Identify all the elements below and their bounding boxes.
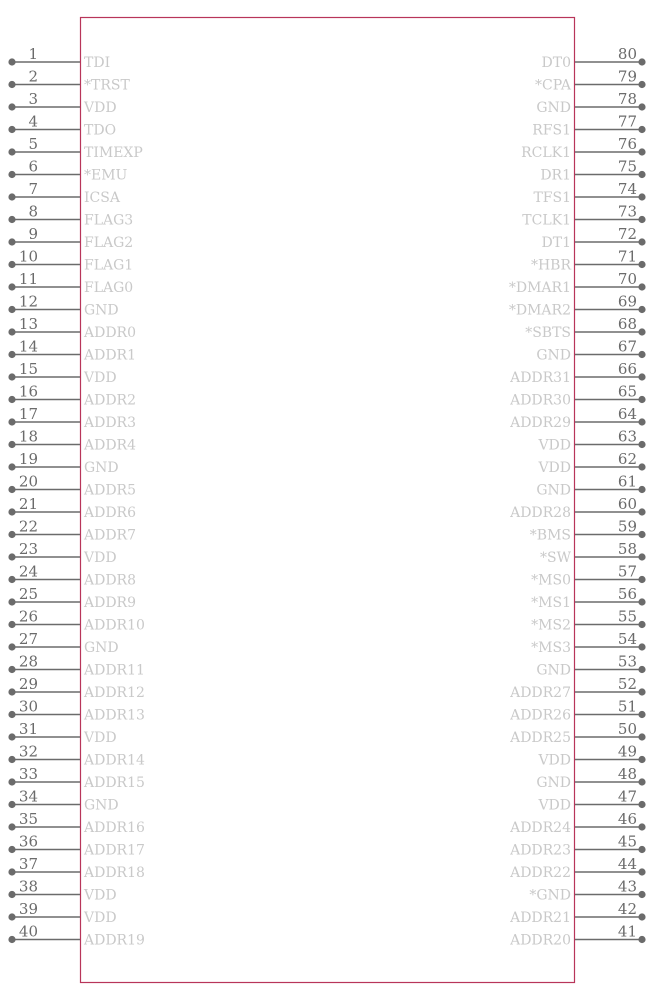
pin-end-dot — [638, 463, 645, 470]
pin-name: *MS1 — [531, 595, 571, 611]
pin-end-dot — [638, 373, 645, 380]
pin-7 — [8, 180, 120, 206]
pin-number: 76 — [617, 135, 637, 153]
pin-name: GND — [536, 482, 571, 499]
pin-number: 73 — [617, 202, 637, 221]
pin-name: *DMAR2 — [508, 302, 571, 319]
pin-number: 2 — [28, 67, 38, 86]
pin-name: ADDR23 — [510, 842, 571, 859]
pin-number: 32 — [18, 742, 38, 761]
pin-name: *BMS — [529, 527, 571, 544]
pin-name: FLAG3 — [84, 212, 134, 229]
pin-name: ADDR17 — [84, 842, 145, 859]
pin-1 — [8, 45, 110, 71]
pin-number: 26 — [18, 607, 38, 626]
pin-name: ADDR8 — [84, 572, 137, 589]
pin-number: 67 — [617, 337, 637, 356]
pin-end-dot — [638, 868, 645, 875]
pin-end-dot — [638, 643, 645, 650]
pin-number: 14 — [18, 337, 38, 356]
pin-name: VDD — [538, 797, 571, 814]
pin-end-dot — [638, 81, 645, 88]
pin-end-dot — [638, 486, 645, 493]
pin-end-dot — [638, 666, 645, 673]
pin-number: 53 — [617, 652, 637, 671]
pin-name: ADDR10 — [84, 617, 145, 634]
pin-name: GND — [84, 460, 119, 476]
pin-number: 10 — [18, 247, 38, 266]
pin-end-dot — [638, 823, 645, 830]
pin-end-dot — [638, 306, 645, 313]
pin-end-dot — [8, 576, 15, 583]
pin-end-dot — [8, 216, 15, 223]
pin-number: 4 — [28, 112, 38, 131]
pin-end-dot — [638, 418, 645, 425]
pin-number: 80 — [617, 45, 637, 63]
pin-end-dot — [8, 486, 15, 493]
pin-number: 72 — [617, 225, 637, 243]
pin-number: 6 — [28, 157, 38, 176]
pin-name: GND — [84, 640, 119, 656]
pin-number: 29 — [18, 675, 38, 693]
pin-number: 34 — [18, 787, 38, 806]
pin-name: ADDR1 — [84, 347, 137, 364]
pin-end-dot — [8, 621, 15, 628]
pin-name: *DMAR1 — [508, 280, 571, 296]
pin-8 — [8, 203, 133, 229]
pin-name: VDD — [84, 370, 117, 386]
pin-name: VDD — [538, 460, 571, 476]
pin-number: 45 — [617, 832, 637, 851]
pin-name: ADDR12 — [84, 685, 145, 701]
pin-name: *MS3 — [531, 640, 571, 656]
pin-end-dot — [8, 463, 15, 470]
pin-name: DT0 — [541, 55, 571, 71]
pin-name: GND — [536, 347, 571, 364]
pin-end-dot — [8, 171, 15, 178]
pin-end-dot — [8, 531, 15, 538]
pin-end-dot — [638, 598, 645, 605]
pin-number: 55 — [617, 607, 637, 626]
pin-name: ADDR31 — [510, 370, 571, 386]
pin-end-dot — [8, 103, 15, 110]
pin-name: ADDR21 — [510, 910, 571, 926]
pin-number: 37 — [18, 855, 38, 873]
pin-end-dot — [638, 553, 645, 560]
pin-name: ADDR22 — [510, 865, 571, 881]
pin-number: 35 — [18, 810, 38, 828]
pin-number: 54 — [617, 630, 637, 648]
pin-number: 66 — [617, 360, 637, 378]
pin-number: 52 — [617, 675, 637, 693]
pin-name: ADDR7 — [84, 527, 137, 544]
pin-number: 1 — [28, 45, 38, 63]
pin-end-dot — [8, 711, 15, 718]
pin-name: ADDR2 — [84, 392, 137, 409]
pin-end-dot — [8, 868, 15, 875]
pin-3 — [8, 90, 116, 116]
pin-end-dot — [8, 238, 15, 245]
pin-end-dot — [8, 126, 15, 133]
pin-6 — [8, 158, 127, 184]
pin-name: GND — [536, 100, 571, 116]
pin-name: *SBTS — [525, 325, 571, 341]
pin-end-dot — [638, 891, 645, 898]
pin-name: *TRST — [84, 77, 130, 94]
pin-number: 13 — [18, 315, 38, 333]
pin-end-dot — [638, 328, 645, 335]
pin-number: 71 — [617, 247, 637, 266]
pin-number: 39 — [18, 900, 38, 918]
pin-name: ADDR30 — [510, 392, 571, 409]
pin-number: 46 — [617, 810, 637, 828]
pin-end-dot — [8, 891, 15, 898]
pin-name: ADDR11 — [84, 662, 145, 679]
pin-end-dot — [8, 396, 15, 403]
pin-number: 41 — [617, 922, 637, 941]
pin-number: 70 — [617, 270, 637, 288]
pin-number: 61 — [617, 472, 637, 491]
left-pin-column — [8, 45, 145, 949]
pin-name: ADDR5 — [84, 482, 137, 499]
pin-number: 43 — [617, 877, 637, 896]
pin-name: *MS2 — [531, 617, 571, 634]
pin-number: 60 — [617, 495, 637, 513]
pin-end-dot — [8, 801, 15, 808]
pin-number: 16 — [18, 382, 38, 401]
pin-end-dot — [638, 126, 645, 133]
pin-name: ADDR27 — [510, 685, 571, 701]
pin-number: 8 — [28, 202, 38, 221]
pin-number: 21 — [18, 495, 38, 513]
pin-number: 33 — [18, 765, 38, 783]
pin-number: 36 — [18, 832, 38, 851]
pin-end-dot — [638, 148, 645, 155]
pin-end-dot — [8, 441, 15, 448]
pin-number: 30 — [18, 697, 38, 716]
pin-end-dot — [8, 846, 15, 853]
pin-number: 25 — [18, 585, 38, 603]
pin-end-dot — [8, 306, 15, 313]
pin-end-dot — [638, 261, 645, 268]
pin-end-dot — [638, 846, 645, 853]
pin-name: ADDR14 — [84, 752, 145, 769]
pin-end-dot — [8, 328, 15, 335]
pin-name: *EMU — [84, 167, 128, 184]
pin-end-dot — [8, 666, 15, 673]
pin-name: ADDR29 — [510, 415, 571, 431]
pin-name: ADDR24 — [510, 820, 571, 836]
pin-name: VDD — [84, 550, 117, 566]
pin-number: 44 — [617, 855, 637, 873]
pin-2 — [8, 68, 130, 94]
pin-end-dot — [8, 81, 15, 88]
pin-name: *SW — [540, 550, 571, 566]
pin-number: 79 — [617, 67, 637, 86]
pin-end-dot — [638, 238, 645, 245]
pin-name: FLAG1 — [84, 257, 134, 274]
pin-end-dot — [638, 193, 645, 200]
pin-name: ICSA — [84, 190, 120, 206]
pin-number: 58 — [617, 540, 637, 558]
pin-number: 22 — [18, 517, 38, 536]
pin-name: VDD — [84, 100, 117, 116]
pin-end-dot — [638, 216, 645, 223]
pin-name: *CPA — [535, 77, 571, 94]
pin-end-dot — [8, 373, 15, 380]
pin-end-dot — [8, 193, 15, 200]
pin-end-dot — [8, 261, 15, 268]
pin-end-dot — [8, 148, 15, 155]
pin-4 — [8, 113, 116, 139]
pin-number: 57 — [617, 562, 637, 581]
pin-number: 78 — [617, 90, 637, 108]
pin-name: ADDR3 — [84, 415, 137, 431]
pin-end-dot — [638, 103, 645, 110]
pin-end-dot — [638, 688, 645, 695]
pin-number: 12 — [18, 292, 38, 311]
pin-number: 38 — [18, 877, 38, 896]
pin-end-dot — [638, 936, 645, 943]
pin-end-dot — [8, 351, 15, 358]
pin-end-dot — [8, 283, 15, 290]
pin-number: 69 — [617, 292, 637, 311]
pin-end-dot — [638, 351, 645, 358]
pin-number: 49 — [617, 742, 637, 761]
pin-end-dot — [638, 756, 645, 763]
pin-name: *MS0 — [531, 572, 571, 589]
pin-number: 63 — [617, 427, 637, 446]
pin-name: TCLK1 — [522, 212, 571, 229]
pin-name: ADDR19 — [84, 932, 145, 949]
pin-number: 47 — [617, 787, 637, 806]
pin-name: ADDR13 — [84, 707, 145, 724]
pin-number: 56 — [617, 585, 637, 603]
pin-name: DT1 — [541, 235, 571, 251]
pin-end-dot — [638, 733, 645, 740]
pin-end-dot — [638, 531, 645, 538]
pin-number: 3 — [28, 90, 38, 108]
pin-name: GND — [84, 797, 119, 814]
pin-end-dot — [8, 913, 15, 920]
pin-number: 65 — [617, 382, 637, 401]
pin-number: 40 — [18, 922, 38, 941]
pin-name: FLAG2 — [84, 235, 134, 251]
pin-name: VDD — [538, 437, 571, 454]
pin-name: GND — [536, 662, 571, 679]
pin-number: 31 — [18, 720, 38, 738]
pin-number: 27 — [18, 630, 38, 648]
pin-name: ADDR26 — [510, 707, 571, 724]
pin-number: 42 — [617, 900, 637, 918]
pin-name: VDD — [84, 910, 117, 926]
pin-number: 18 — [18, 427, 38, 446]
pin-name: ADDR16 — [84, 820, 145, 836]
pin-number: 62 — [617, 450, 637, 468]
pin-end-dot — [638, 508, 645, 515]
pin-end-dot — [638, 283, 645, 290]
pin-number: 24 — [18, 562, 38, 581]
pin-end-dot — [8, 508, 15, 515]
pin-number: 75 — [617, 157, 637, 176]
pin-40 — [8, 923, 145, 949]
pin-end-dot — [8, 936, 15, 943]
pin-name: GND — [536, 775, 571, 791]
pin-end-dot — [638, 171, 645, 178]
pin-name: *GND — [529, 887, 571, 904]
pin-end-dot — [638, 801, 645, 808]
pin-number: 9 — [28, 225, 38, 243]
pin-number: 68 — [617, 315, 637, 333]
pin-name: GND — [84, 302, 119, 319]
pin-name: FLAG0 — [84, 280, 134, 296]
pin-end-dot — [8, 733, 15, 740]
pin-number: 59 — [617, 517, 637, 536]
pin-name: ADDR20 — [510, 932, 571, 949]
pin-name: ADDR18 — [84, 865, 145, 881]
pin-end-dot — [638, 711, 645, 718]
right-pin-column — [509, 45, 646, 949]
pin-number: 23 — [18, 540, 38, 558]
pin-number: 19 — [18, 450, 38, 468]
pin-end-dot — [8, 553, 15, 560]
pin-number: 28 — [18, 652, 38, 671]
pin-name: DR1 — [540, 167, 571, 184]
pin-name: VDD — [84, 730, 117, 746]
pin-number: 11 — [18, 270, 38, 288]
pin-name: ADDR9 — [84, 595, 137, 611]
pin-end-dot — [638, 58, 645, 65]
pin-end-dot — [8, 598, 15, 605]
pin-end-dot — [638, 621, 645, 628]
pin-name: RFS1 — [532, 122, 571, 139]
pin-number: 50 — [617, 720, 637, 738]
pin-name: RCLK1 — [521, 145, 571, 161]
pin-end-dot — [638, 396, 645, 403]
pin-name: ADDR4 — [84, 437, 137, 454]
pin-number: 5 — [28, 135, 38, 153]
pin-end-dot — [638, 778, 645, 785]
pin-number: 20 — [18, 472, 38, 491]
pin-end-dot — [638, 441, 645, 448]
pin-number: 48 — [617, 765, 637, 783]
pin-name: ADDR0 — [84, 325, 137, 341]
pin-number: 17 — [18, 405, 38, 423]
pin-41 — [509, 923, 646, 949]
pin-number: 7 — [28, 180, 38, 198]
pin-end-dot — [8, 823, 15, 830]
pin-number: 51 — [617, 697, 637, 716]
pin-name: VDD — [84, 887, 117, 904]
pin-name: ADDR28 — [510, 505, 571, 521]
pin-name: TFS1 — [533, 190, 571, 206]
pin-end-dot — [638, 576, 645, 583]
pin-name: ADDR15 — [84, 775, 145, 791]
pin-end-dot — [8, 418, 15, 425]
pin-end-dot — [8, 756, 15, 763]
pin-number: 64 — [617, 405, 637, 423]
pin-name: ADDR25 — [510, 730, 571, 746]
pin-name: TDI — [84, 55, 111, 71]
pin-name: VDD — [538, 752, 571, 769]
pin-number: 77 — [617, 112, 637, 131]
pin-end-dot — [8, 58, 15, 65]
pin-name: TDO — [84, 122, 117, 139]
pin-name: ADDR6 — [84, 505, 137, 521]
pin-number: 15 — [18, 360, 38, 378]
pin-end-dot — [8, 688, 15, 695]
pin-end-dot — [8, 643, 15, 650]
pin-end-dot — [638, 913, 645, 920]
pin-number: 74 — [617, 180, 637, 198]
component-body — [81, 18, 575, 983]
pin-name: TIMEXP — [84, 145, 143, 161]
pin-end-dot — [8, 778, 15, 785]
pin-name: *HBR — [530, 257, 571, 274]
